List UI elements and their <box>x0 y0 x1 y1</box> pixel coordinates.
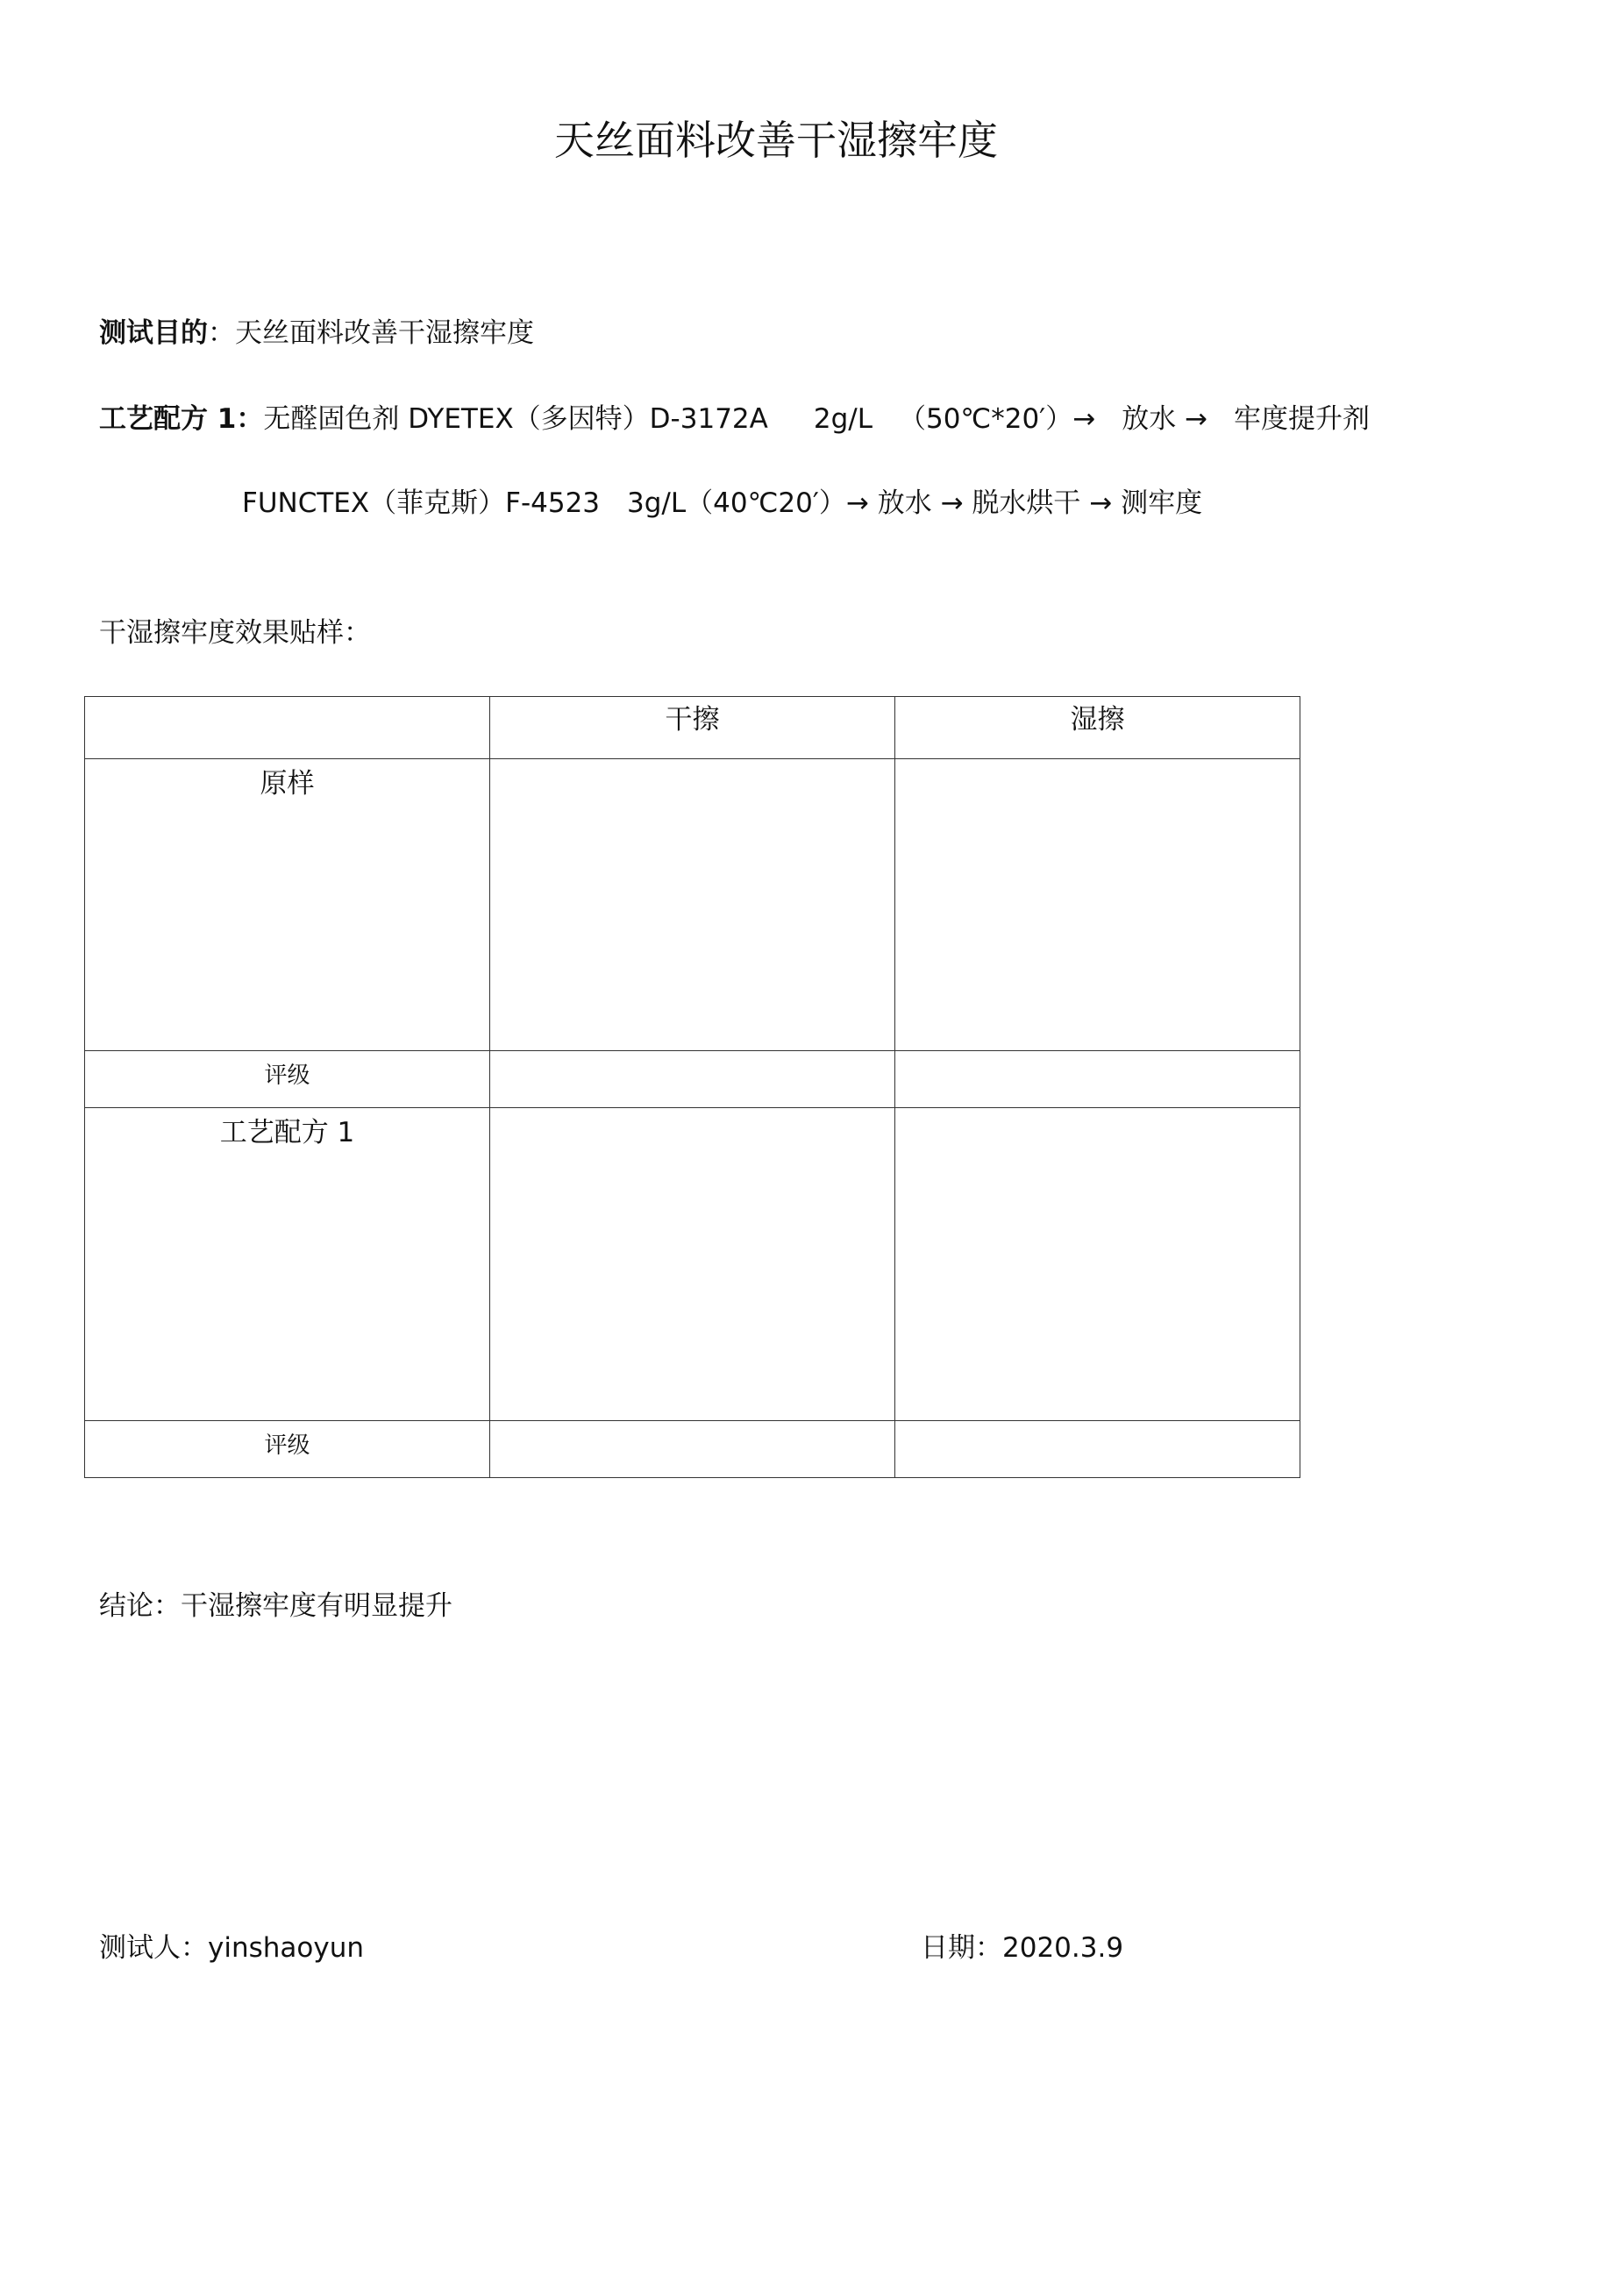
row-label-formula-1: 工艺配方 1 <box>85 1108 490 1421</box>
row-label-original-sample: 原样 <box>85 759 490 1051</box>
test-purpose-text: 天丝面料改善干湿擦牢度 <box>235 317 534 349</box>
original-wet-sample-cell <box>895 759 1300 1051</box>
formula-step1-next: 放水 → <box>1122 403 1208 435</box>
row-label-rating: 评级 <box>85 1421 490 1478</box>
formula-step1-next2: 牢度提升剂 <box>1234 403 1371 435</box>
table-row-original-rating <box>85 1051 1300 1108</box>
table-row-original-sample <box>85 759 1300 1051</box>
process-formula-1-colon: ： <box>236 403 264 435</box>
process-formula-1-step2: FUNCTEX（菲克斯）F-4523 3g/L（40℃20′）→ 放水 → 脱水烘干 → 测牢度 <box>242 487 1203 519</box>
sample-section-label: 干湿擦牢度效果贴样： <box>99 617 371 649</box>
test-purpose <box>99 314 534 352</box>
table-row-formula-1-rating <box>85 1421 1300 1478</box>
conclusion-text: 结论：干湿擦牢度有明显提升 <box>99 1590 452 1622</box>
rub-fastness-table <box>84 696 1300 1478</box>
formula-1-dry-rating-cell <box>490 1421 895 1478</box>
table-header-dry-rub: 干擦 <box>490 697 895 759</box>
tester-name: 测试人：yinshaoyun <box>99 1932 365 1964</box>
process-formula-1-label: 工艺配方 1 <box>99 403 237 435</box>
original-dry-sample-cell <box>490 759 895 1051</box>
formula-step1-condition: （50℃*20′）→ <box>898 403 1096 435</box>
table-header-row <box>85 697 1300 759</box>
table-header-cell-empty <box>85 697 490 759</box>
formula-1-wet-rating-cell <box>895 1421 1300 1478</box>
formula-step1-agent: 无醛固色剂 DYETEX（多因特）D-3172A <box>263 403 768 435</box>
formula-1-wet-sample-cell <box>895 1108 1300 1421</box>
table-row-formula-1-sample <box>85 1108 1300 1421</box>
document-title: 天丝面料改善干湿擦牢度 <box>554 117 998 164</box>
formula-step1-dosage: 2g/L <box>813 403 873 435</box>
original-wet-rating-cell <box>895 1051 1300 1108</box>
test-date: 日期：2020.3.9 <box>921 1932 1124 1964</box>
process-formula-1 <box>99 400 1370 438</box>
test-purpose-colon: ： <box>208 317 235 349</box>
row-label-rating: 评级 <box>85 1051 490 1108</box>
test-purpose-label: 测试目的 <box>99 317 208 349</box>
original-dry-rating-cell <box>490 1051 895 1108</box>
table-header-wet-rub: 湿擦 <box>895 697 1300 759</box>
formula-1-dry-sample-cell <box>490 1108 895 1421</box>
